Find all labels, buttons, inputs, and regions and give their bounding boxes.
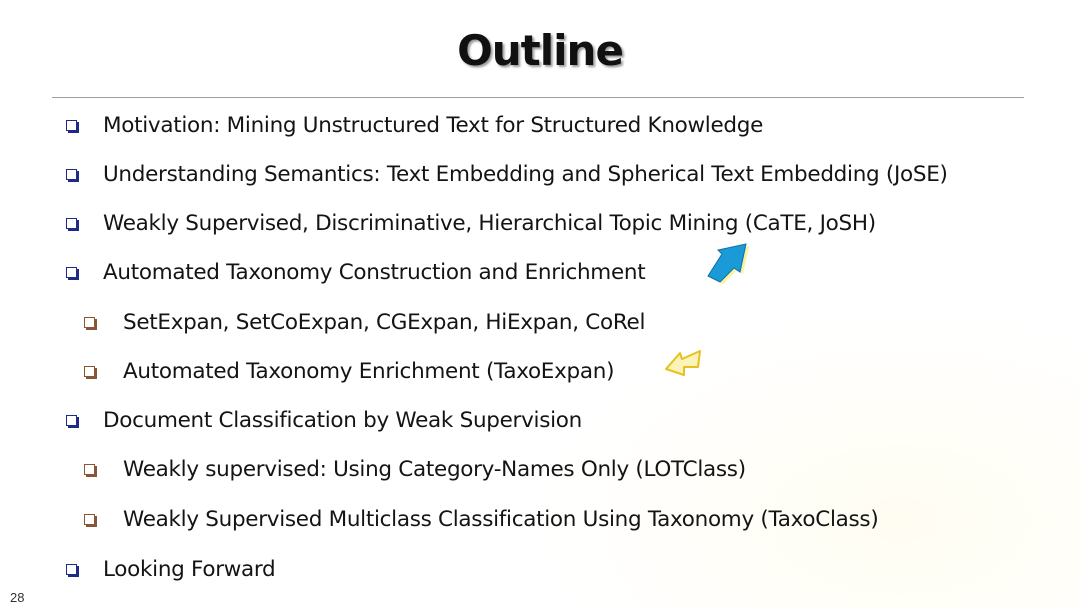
outline-item-text: Automated Taxonomy Construction and Enrichment [103,260,646,285]
page-number: 28 [10,590,25,605]
square-bullet-icon [84,317,95,328]
outline-item-motivation [66,113,763,138]
outline-item-text: Weakly Supervised Multiclass Classification Using Taxonomy (TaxoClass) [123,507,879,532]
blue-arrow-icon [700,240,756,284]
outline-item-text: Understanding Semantics: Text Embedding and Spherical Text Embedding (JoSE) [103,162,948,187]
outline-item-classification [66,408,582,433]
outline-item-topic-mining [66,211,876,236]
square-bullet-icon [66,564,77,575]
square-bullet-icon [84,464,95,475]
square-bullet-icon [66,267,77,278]
outline-subitem-lotclass [84,457,746,482]
outline-item-text: Weakly Supervised, Discriminative, Hierarchical Topic Mining (CaTE, JoSH) [103,211,876,236]
outline-item-text: Automated Taxonomy Enrichment (TaxoExpan) [123,359,615,384]
outline-item-text: SetExpan, SetCoExpan, CGExpan, HiExpan, CoRel [123,310,646,335]
outline-subitem-taxoclass [84,507,878,532]
outline-item-text: Document Classification by Weak Supervision [103,408,582,433]
outline-item-text: Motivation: Mining Unstructured Text for Structured Knowledge [103,113,764,138]
square-bullet-icon [66,415,77,426]
title-divider [52,97,1024,98]
outline-item-text: Looking Forward [103,557,276,582]
square-bullet-icon [84,366,95,377]
outline-item-text: Weakly supervised: Using Category-Names Only (LOTClass) [123,457,746,482]
square-bullet-icon [84,514,95,525]
outline-subitem-taxoexpan [84,359,614,384]
outline-subitem-setexpan [84,310,645,335]
square-bullet-icon [66,218,77,229]
square-bullet-icon [66,120,77,131]
outline-item-looking-forward [66,557,275,582]
square-bullet-icon [66,169,77,180]
outline-item-taxonomy [66,260,645,285]
yellow-arrow-icon [662,345,706,381]
outline-item-semantics [66,162,948,187]
slide-title: Outline [457,26,623,75]
